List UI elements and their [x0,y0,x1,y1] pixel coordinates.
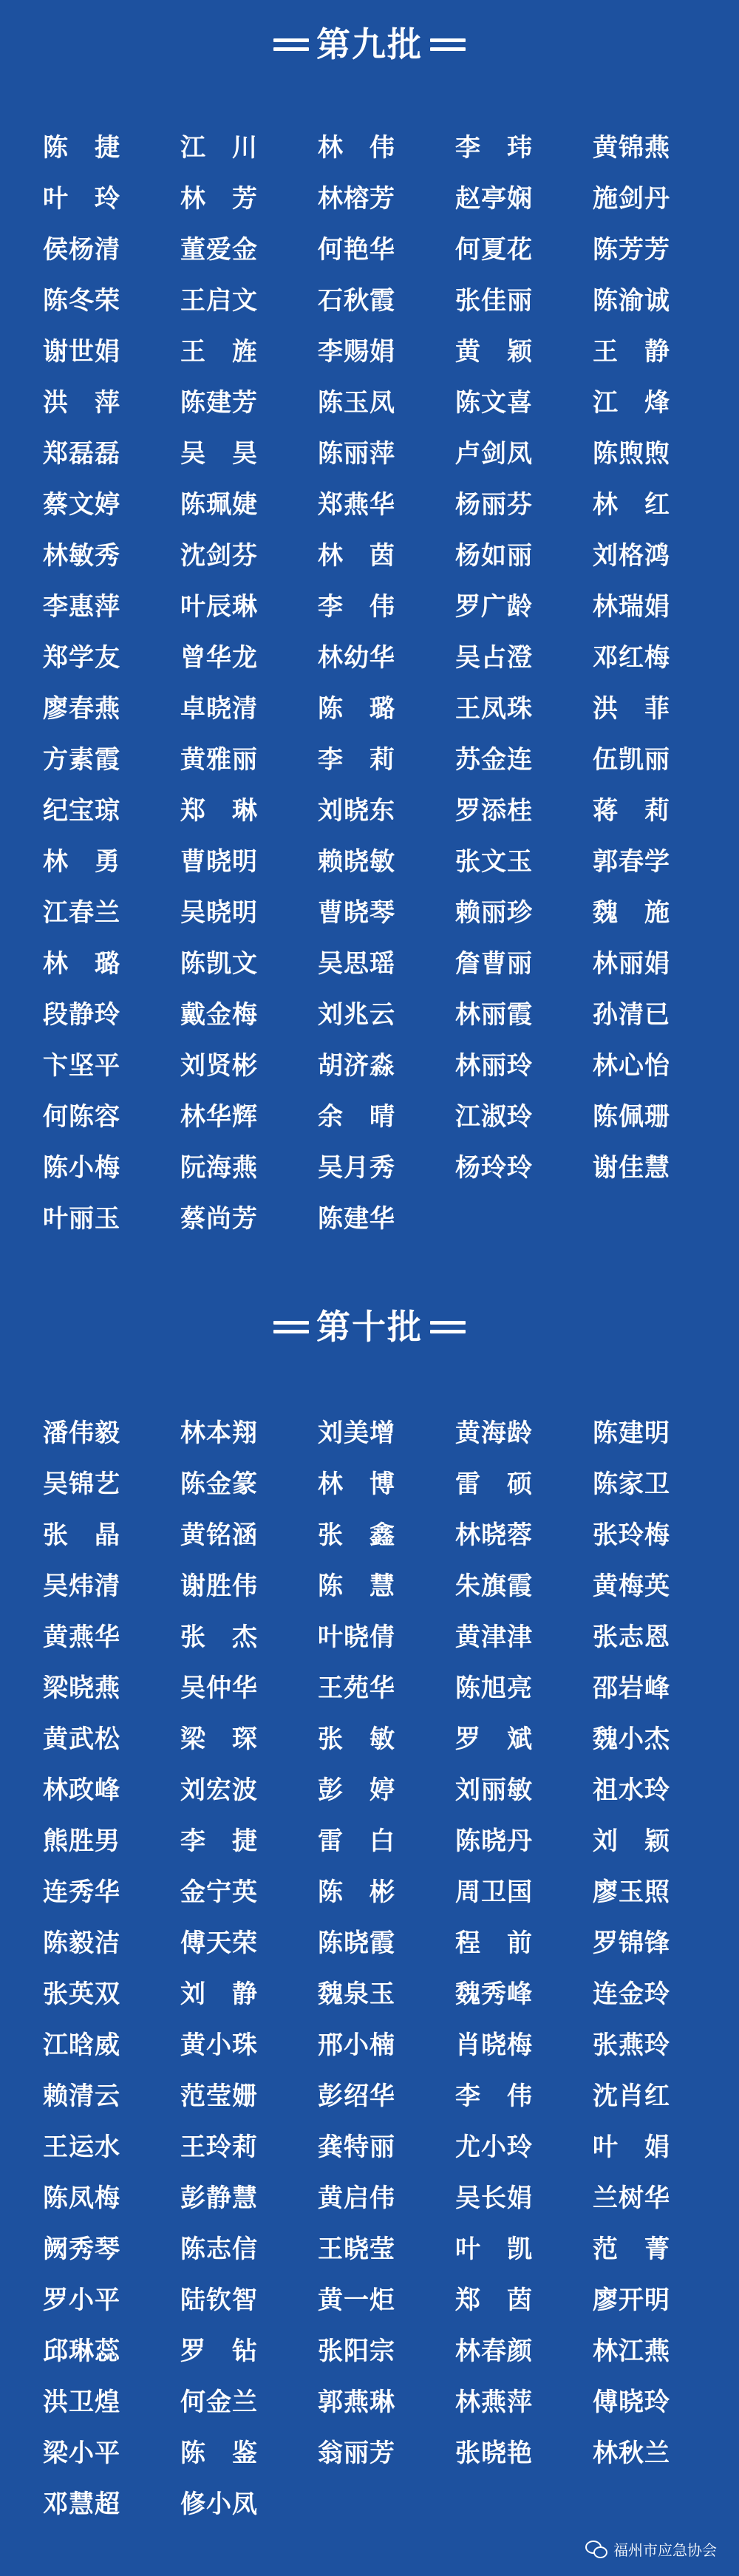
name-item: 林 伟 [318,133,395,163]
name-item: 林燕萍 [455,2388,533,2417]
name-item: 伍凯丽 [593,745,670,775]
name-item: 吴 昊 [180,439,258,469]
name-item: 洪 菲 [593,694,670,724]
name-item: 陈芳芳 [593,235,670,265]
batch-10-title: 第十批 [316,1307,423,1347]
name-item: 卓晓清 [180,694,258,724]
batch-10-heading [0,1305,739,1349]
batch-9-section [0,22,739,67]
name-item: 蔡文婷 [43,490,120,520]
heading-left-dash [273,1316,309,1338]
name-item: 郑磊磊 [43,439,120,469]
name-item: 叶丽玉 [43,1204,120,1234]
heading-right-dash [430,1316,466,1338]
name-item: 石秋霞 [318,286,395,316]
footer-text: 福州市应急协会 [613,2541,717,2559]
name-item: 林幼华 [318,643,395,673]
name-item: 黄启伟 [318,2184,395,2213]
name-item: 陈小梅 [43,1153,120,1183]
name-item: 郭春学 [593,847,670,877]
name-item: 林 璐 [43,949,120,979]
name-item: 黄雅丽 [180,745,258,775]
name-item: 陈冬荣 [43,286,120,316]
name-item: 陈珮婕 [180,490,258,520]
name-item: 吴炜清 [43,1571,120,1601]
name-item: 李 玮 [455,133,533,163]
name-item: 李 捷 [180,1826,258,1856]
name-item: 郑 茵 [455,2286,533,2315]
name-item: 林华辉 [180,1102,258,1132]
name-item: 江晗威 [43,2030,120,2060]
name-item: 陈家卫 [593,1469,670,1499]
name-item: 陈文喜 [455,388,533,418]
name-item: 何陈容 [43,1102,120,1132]
name-item: 陈旭亮 [455,1673,533,1703]
name-item: 赵亭娴 [455,184,533,214]
name-item: 王玲莉 [180,2132,258,2162]
name-item: 林丽玲 [455,1051,533,1081]
name-item: 祖水玲 [593,1775,670,1805]
name-item: 江 川 [180,133,258,163]
name-item: 傅天荣 [180,1928,258,1958]
name-item: 林本翔 [180,1418,258,1448]
name-item: 林春颜 [455,2337,533,2366]
name-item: 陈晓丹 [455,1826,533,1856]
name-item: 王凤珠 [455,694,533,724]
name-item: 魏秀峰 [455,1979,533,2009]
name-item: 卢剑凤 [455,439,533,469]
name-item: 陈凯文 [180,949,258,979]
name-item: 郭燕琳 [318,2388,395,2417]
name-item: 杨丽芬 [455,490,533,520]
name-item: 范莹姗 [180,2081,258,2111]
name-item: 林榕芳 [318,184,395,214]
name-item: 魏 施 [593,898,670,928]
name-item: 陈志信 [180,2235,258,2264]
name-item: 刘晓东 [318,796,395,826]
name-item: 黄铭涵 [180,1520,258,1550]
name-item: 熊胜男 [43,1826,120,1856]
name-item: 陈毅洁 [43,1928,120,1958]
name-item: 黄小珠 [180,2030,258,2060]
name-item: 周卫国 [455,1877,533,1907]
name-item: 刘宏波 [180,1775,258,1805]
name-item: 邓红梅 [593,643,670,673]
name-item: 连秀华 [43,1877,120,1907]
name-item: 沈肖红 [593,2081,670,2111]
name-item: 梁 琛 [180,1724,258,1754]
batch-9-heading [0,22,739,67]
batch-10-section [0,1305,739,1349]
name-item: 雷 白 [318,1826,395,1856]
name-item: 谢世娟 [43,337,120,367]
name-item: 叶 娟 [593,2132,670,2162]
name-item: 陈 捷 [43,133,120,163]
name-item: 江淑玲 [455,1102,533,1132]
name-item: 何金兰 [180,2388,258,2417]
name-item: 兰树华 [593,2184,670,2213]
name-item: 林心怡 [593,1051,670,1081]
name-item: 李 伟 [318,592,395,622]
name-item: 罗 钻 [180,2337,258,2366]
name-item: 张阳宗 [318,2337,395,2366]
name-item: 邢小楠 [318,2030,395,2060]
name-item: 董爱金 [180,235,258,265]
name-item: 彭静慧 [180,2184,258,2213]
name-item: 李赐娟 [318,337,395,367]
name-item: 王晓莹 [318,2235,395,2264]
name-item: 刘丽敏 [455,1775,533,1805]
name-item: 张玲梅 [593,1520,670,1550]
name-item: 陈 鉴 [180,2439,258,2468]
name-item: 黄津津 [455,1622,533,1652]
name-item: 吴占澄 [455,643,533,673]
name-item: 何夏花 [455,235,533,265]
name-item: 吴月秀 [318,1153,395,1183]
name-item: 陈 璐 [318,694,395,724]
name-item: 林政峰 [43,1775,120,1805]
name-item: 黄 颖 [455,337,533,367]
name-item: 胡济淼 [318,1051,395,1081]
name-item: 赖晓敏 [318,847,395,877]
name-item: 黄武松 [43,1724,120,1754]
name-item: 曾华龙 [180,643,258,673]
name-item: 陈建明 [593,1418,670,1448]
name-item: 叶晓倩 [318,1622,395,1652]
name-item: 王 旌 [180,337,258,367]
name-item: 曹晓琴 [318,898,395,928]
name-item: 廖开明 [593,2286,670,2315]
name-item: 陈金篆 [180,1469,258,1499]
name-item: 吴长娟 [455,2184,533,2213]
name-item: 肖晓梅 [455,2030,533,2060]
name-item: 张晓艳 [455,2439,533,2468]
name-item: 方素霞 [43,745,120,775]
name-item: 朱旗霞 [455,1571,533,1601]
name-item: 尤小玲 [455,2132,533,2162]
name-item: 吴锦艺 [43,1469,120,1499]
name-item: 陈 彬 [318,1877,395,1907]
name-item: 雷 硕 [455,1469,533,1499]
name-item: 王苑华 [318,1673,395,1703]
name-item: 修小凤 [180,2490,258,2519]
name-item: 蒋 莉 [593,796,670,826]
name-item: 范 菁 [593,2235,670,2264]
name-item: 罗小平 [43,2286,120,2315]
name-item: 余 晴 [318,1102,395,1132]
name-item: 纪宝琼 [43,796,120,826]
wechat-icon [585,2541,607,2558]
name-item: 何艳华 [318,235,395,265]
name-item: 沈剑芬 [180,541,258,571]
name-item: 刘格鸿 [593,541,670,571]
heading-left-dash [273,33,309,55]
name-item: 林 红 [593,490,670,520]
name-item: 黄燕华 [43,1622,120,1652]
name-item: 郑学友 [43,643,120,673]
name-item: 施剑丹 [593,184,670,214]
name-item: 林秋兰 [593,2439,670,2468]
name-item: 程 前 [455,1928,533,1958]
name-item: 王 静 [593,337,670,367]
name-item: 陆钦智 [180,2286,258,2315]
name-item: 傅晓玲 [593,2388,670,2417]
name-item: 林 勇 [43,847,120,877]
name-item: 林敏秀 [43,541,120,571]
name-item: 罗广龄 [455,592,533,622]
name-item: 张 敏 [318,1724,395,1754]
name-item: 王启文 [180,286,258,316]
name-item: 张 鑫 [318,1520,395,1550]
heading-right-dash [430,33,466,55]
name-item: 黄海龄 [455,1418,533,1448]
name-item: 杨如丽 [455,541,533,571]
name-item: 金宁英 [180,1877,258,1907]
name-item: 张燕玲 [593,2030,670,2060]
batch-9-name-grid [43,123,708,1245]
name-item: 林丽霞 [455,1000,533,1030]
name-item: 罗添桂 [455,796,533,826]
name-item: 戴金梅 [180,1000,258,1030]
name-item: 阮海燕 [180,1153,258,1183]
name-item: 梁晓燕 [43,1673,120,1703]
name-item: 李 伟 [455,2081,533,2111]
name-item: 刘 颖 [593,1826,670,1856]
name-item: 苏金连 [455,745,533,775]
name-item: 梁小平 [43,2439,120,2468]
name-item: 陈玉凤 [318,388,395,418]
name-item: 詹曹丽 [455,949,533,979]
name-item: 刘贤彬 [180,1051,258,1081]
name-item: 魏泉玉 [318,1979,395,2009]
name-item: 刘 静 [180,1979,258,2009]
name-item: 张佳丽 [455,286,533,316]
name-item: 黄锦燕 [593,133,670,163]
name-item: 陈凤梅 [43,2184,120,2213]
name-item: 邓慧超 [43,2490,120,2519]
name-item: 孙清已 [593,1000,670,1030]
name-item: 蔡尚芳 [180,1204,258,1234]
name-item: 张志恩 [593,1622,670,1652]
name-item: 廖春燕 [43,694,120,724]
name-item: 江 烽 [593,388,670,418]
name-item: 潘伟毅 [43,1418,120,1448]
name-item: 郑燕华 [318,490,395,520]
name-item: 阙秀琴 [43,2235,120,2264]
name-item: 段静玲 [43,1000,120,1030]
name-item: 林 芳 [180,184,258,214]
name-item: 吴思瑶 [318,949,395,979]
name-item: 叶辰琳 [180,592,258,622]
name-item: 王运水 [43,2132,120,2162]
name-item: 刘美增 [318,1418,395,1448]
name-item: 谢佳慧 [593,1153,670,1183]
name-item: 邱琳蕊 [43,2337,120,2366]
name-item: 吴仲华 [180,1673,258,1703]
name-item: 林晓蓉 [455,1520,533,1550]
name-item: 黄一炬 [318,2286,395,2315]
name-item: 陈丽萍 [318,439,395,469]
name-item: 刘兆云 [318,1000,395,1030]
name-item: 张文玉 [455,847,533,877]
name-item: 邵岩峰 [593,1673,670,1703]
name-item: 彭绍华 [318,2081,395,2111]
name-item: 彭 婷 [318,1775,395,1805]
name-item: 吴晓明 [180,898,258,928]
name-item: 林 博 [318,1469,395,1499]
name-item: 叶 玲 [43,184,120,214]
name-item: 卞坚平 [43,1051,120,1081]
name-item: 陈煦煦 [593,439,670,469]
name-item: 陈建华 [318,1204,395,1234]
name-item: 龚特丽 [318,2132,395,2162]
name-item: 谢胜伟 [180,1571,258,1601]
name-item: 洪 萍 [43,388,120,418]
name-item: 陈晓霞 [318,1928,395,1958]
name-item: 黄梅英 [593,1571,670,1601]
batch-10-name-grid [43,1408,708,2530]
name-item: 郑 琳 [180,796,258,826]
name-item: 陈佩珊 [593,1102,670,1132]
name-item: 林江燕 [593,2337,670,2366]
name-item: 叶 凯 [455,2235,533,2264]
name-item: 翁丽芳 [318,2439,395,2468]
name-item: 张英双 [43,1979,120,2009]
name-item: 陈建芳 [180,388,258,418]
name-item: 曹晓明 [180,847,258,877]
batch-9-title: 第九批 [316,24,423,64]
footer-watermark [585,2538,717,2560]
name-item: 赖丽珍 [455,898,533,928]
name-item: 廖玉照 [593,1877,670,1907]
name-item: 李惠萍 [43,592,120,622]
name-item: 连金玲 [593,1979,670,2009]
name-item: 张 杰 [180,1622,258,1652]
name-item: 林瑞娟 [593,592,670,622]
name-item: 魏小杰 [593,1724,670,1754]
name-item: 侯杨清 [43,235,120,265]
name-item: 洪卫煌 [43,2388,120,2417]
name-item: 罗 斌 [455,1724,533,1754]
name-item: 江春兰 [43,898,120,928]
name-item: 林丽娟 [593,949,670,979]
name-item: 杨玲玲 [455,1153,533,1183]
name-item: 林 茵 [318,541,395,571]
name-item: 陈渝诚 [593,286,670,316]
name-item: 陈 慧 [318,1571,395,1601]
name-item: 赖清云 [43,2081,120,2111]
name-item: 张 晶 [43,1520,120,1550]
name-item: 罗锦锋 [593,1928,670,1958]
name-item: 李 莉 [318,745,395,775]
